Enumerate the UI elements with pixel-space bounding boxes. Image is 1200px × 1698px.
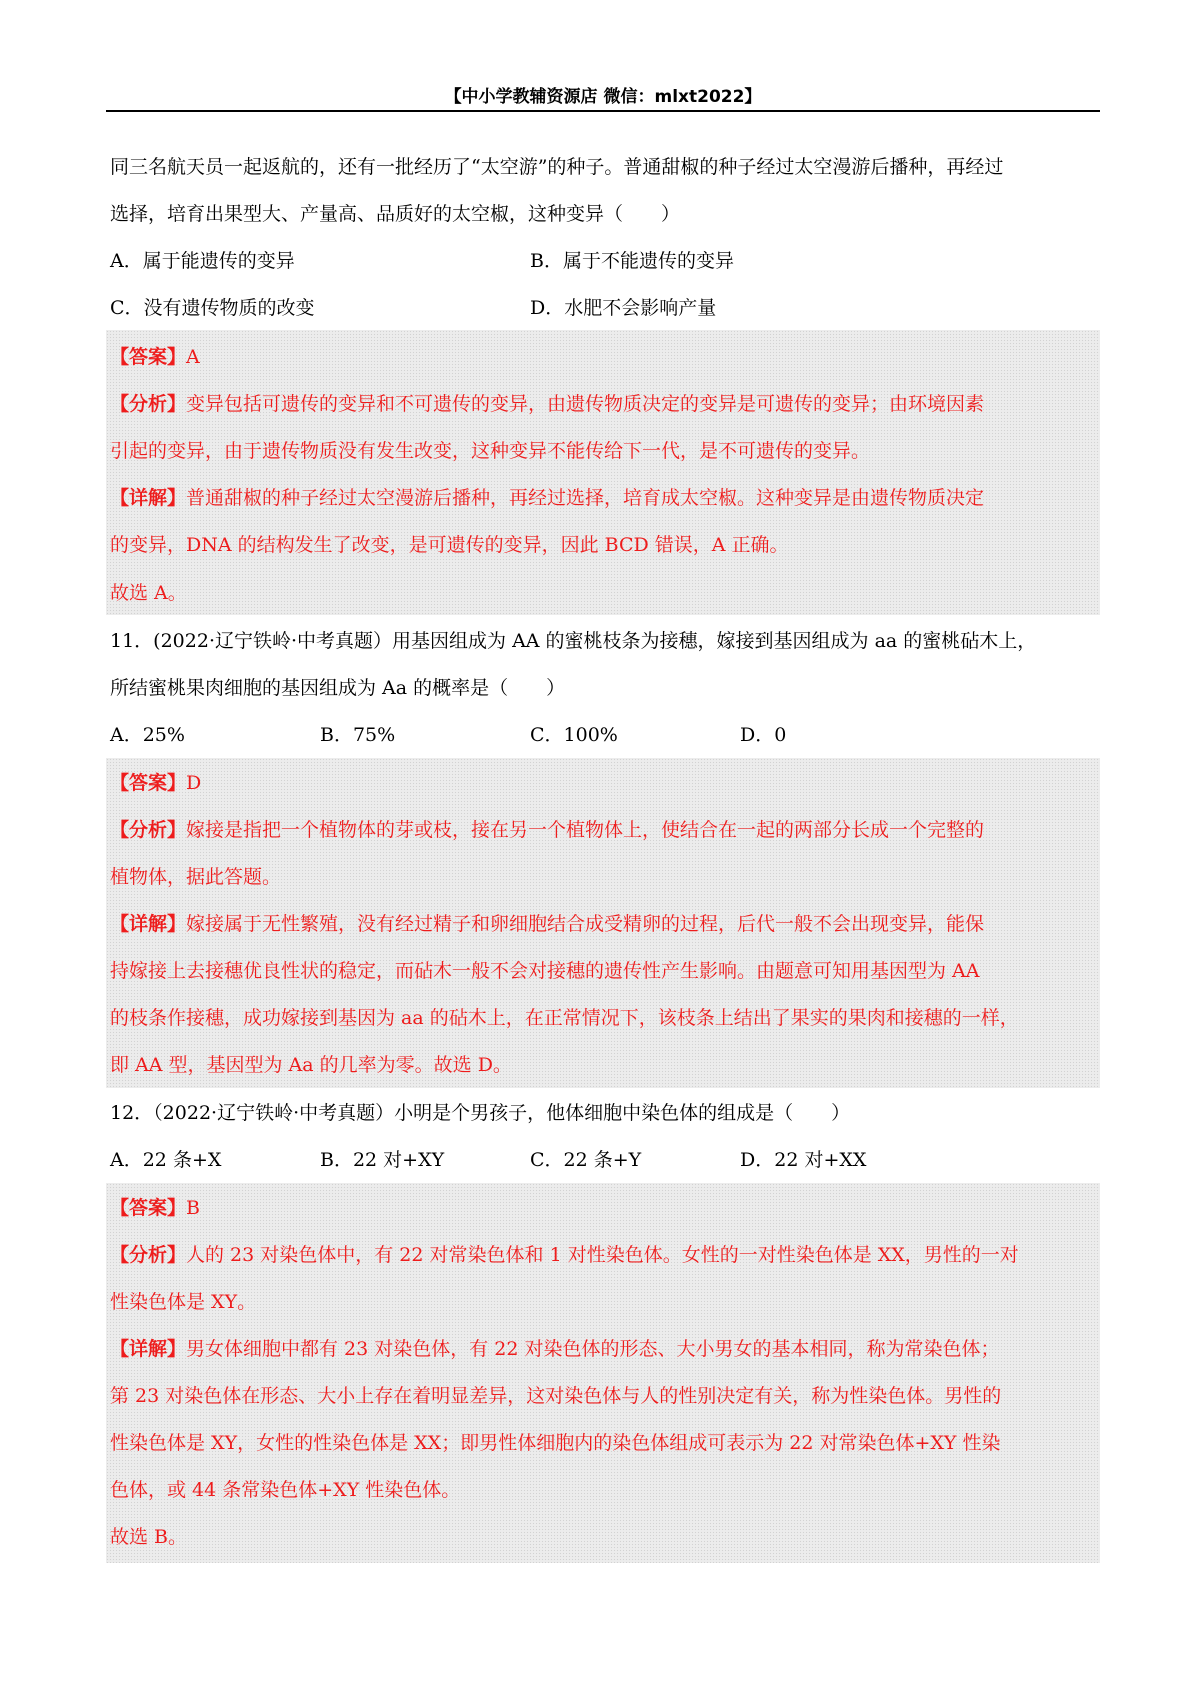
answer-value: A <box>186 346 200 368</box>
q10-option-c: C．没有遗传物质的改变 <box>110 297 315 319</box>
answer-value: B <box>186 1197 200 1219</box>
analysis-text: 嫁接是指把一个植物体的芽或枝，接在另一个植物体上，使结合在一起的两部分长成一个完整的 <box>186 819 985 841</box>
analysis-text: 变异包括可遗传的变异和不可遗传的变异，由遗传物质决定的变异是可遗传的变异；由环境因素 <box>186 393 985 415</box>
detail-text: 嫁接属于无性繁殖，没有经过精子和卵细胞结合成受精卵的过程，后代一般不会出现变异，能保 <box>186 913 985 935</box>
q12-option-b: B．22 对+XY <box>320 1149 445 1171</box>
q12-stem-line-1: 12．（2022·辽宁铁岭·中考真题）小明是个男孩子，他体细胞中染色体的组成是（ ） <box>110 1102 851 1124</box>
q10-option-a: A．属于能遗传的变异 <box>110 250 295 272</box>
q12-answer <box>110 1195 200 1221</box>
q10-option-d: D．水肥不会影响产量 <box>530 297 717 319</box>
q11-analysis-line-2: 植物体，据此答题。 <box>110 866 282 888</box>
q10-answer <box>110 344 200 370</box>
q10-analysis-line-2: 引起的变异，由于遗传物质没有发生改变，这种变异不能传给下一代，是不可遗传的变异。 <box>110 440 871 462</box>
q10-option-b: B．属于不能遗传的变异 <box>530 250 734 272</box>
q12-detail-line-4: 色体，或 44 条常染色体+XY 性染色体。 <box>110 1479 461 1501</box>
q12-option-a: A．22 条+X <box>110 1149 222 1171</box>
q11-detail-line-3: 的枝条作接穗，成功嫁接到基因为 aa 的砧木上，在正常情况下，该枝条上结出了果实的果肉和接穗的一样， <box>110 1007 1019 1029</box>
q12-option-d: D．22 对+XX <box>740 1149 867 1171</box>
page-header: 【中小学教辅资源店 微信：mlxt2022】 <box>444 87 762 107</box>
q11-detail-line-1 <box>110 911 984 937</box>
answer-value: D <box>186 772 202 794</box>
q12-analysis-line-2: 性染色体是 XY。 <box>110 1291 257 1313</box>
q10-detail-line-2: 的变异，DNA 的结构发生了改变，是可遗传的变异，因此 BCD 错误，A 正确。 <box>110 534 789 556</box>
q10-stem-line-1: 同三名航天员一起返航的，还有一批经历了“太空游”的种子。普通甜椒的种子经过太空漫游后播种，再经过 <box>110 156 1004 178</box>
q11-stem-line-1: 11．(2022·辽宁铁岭·中考真题）用基因组成为 AA 的蜜桃枝条为接穗，嫁接到基因组成为 aa 的蜜桃砧木上， <box>110 630 1037 652</box>
q11-stem-line-2: 所结蜜桃果肉细胞的基因组成为 Aa 的概率是（ ） <box>110 677 566 699</box>
answer-tag: 【答案】 <box>110 346 187 368</box>
q10-conclusion: 故选 A。 <box>110 582 187 604</box>
q11-answer <box>110 770 201 796</box>
detail-tag: 【详解】 <box>110 913 187 935</box>
q12-analysis-line-1 <box>110 1242 1019 1268</box>
q11-option-d: D．0 <box>740 724 787 746</box>
q11-detail-line-4: 即 AA 型，基因型为 Aa 的几率为零。故选 D。 <box>110 1054 512 1076</box>
analysis-tag: 【分析】 <box>110 819 187 841</box>
analysis-tag: 【分析】 <box>110 1244 187 1266</box>
q11-option-c: C．100% <box>530 724 618 746</box>
detail-tag: 【详解】 <box>110 487 187 509</box>
detail-text: 男女体细胞中都有 23 对染色体，有 22 对染色体的形态、大小男女的基本相同，称为常染色体； <box>186 1338 1000 1360</box>
answer-tag: 【答案】 <box>110 772 187 794</box>
analysis-tag: 【分析】 <box>110 393 187 415</box>
detail-tag: 【详解】 <box>110 1338 187 1360</box>
q12-solution-block <box>106 1183 1100 1563</box>
q11-detail-line-2: 持嫁接上去接穗优良性状的稳定，而砧木一般不会对接穗的遗传性产生影响。由题意可知用基因型为 AA <box>110 960 980 982</box>
q11-analysis-line-1 <box>110 817 984 843</box>
q10-detail-line-1 <box>110 485 984 511</box>
header-rule <box>106 110 1100 112</box>
q10-solution-block <box>106 330 1100 615</box>
q12-detail-line-2: 第 23 对染色体在形态、大小上存在着明显差异，这对染色体与人的性别决定有关，称为性染色体。男性的 <box>110 1385 1002 1407</box>
q12-option-c: C．22 条+Y <box>530 1149 642 1171</box>
q10-analysis-line-1 <box>110 391 984 417</box>
analysis-text: 人的 23 对染色体中，有 22 对常染色体和 1 对性染色体。女性的一对性染色体是 XX，男性的一对 <box>186 1244 1019 1266</box>
q11-option-a: A．25% <box>110 724 185 746</box>
q12-conclusion: 故选 B。 <box>110 1526 188 1548</box>
detail-text: 普通甜椒的种子经过太空漫游后播种，再经过选择，培育成太空椒。这种变异是由遗传物质决定 <box>186 487 985 509</box>
q12-detail-line-3: 性染色体是 XY，女性的性染色体是 XX；即男性体细胞内的染色体组成可表示为 22 对常染色体+XY 性染 <box>110 1432 1001 1454</box>
answer-tag: 【答案】 <box>110 1197 187 1219</box>
q12-detail-line-1 <box>110 1336 1000 1362</box>
q11-option-b: B．75% <box>320 724 396 746</box>
q10-stem-line-2: 选择，培育出果型大、产量高、品质好的太空椒，这种变异（ ） <box>110 203 681 225</box>
